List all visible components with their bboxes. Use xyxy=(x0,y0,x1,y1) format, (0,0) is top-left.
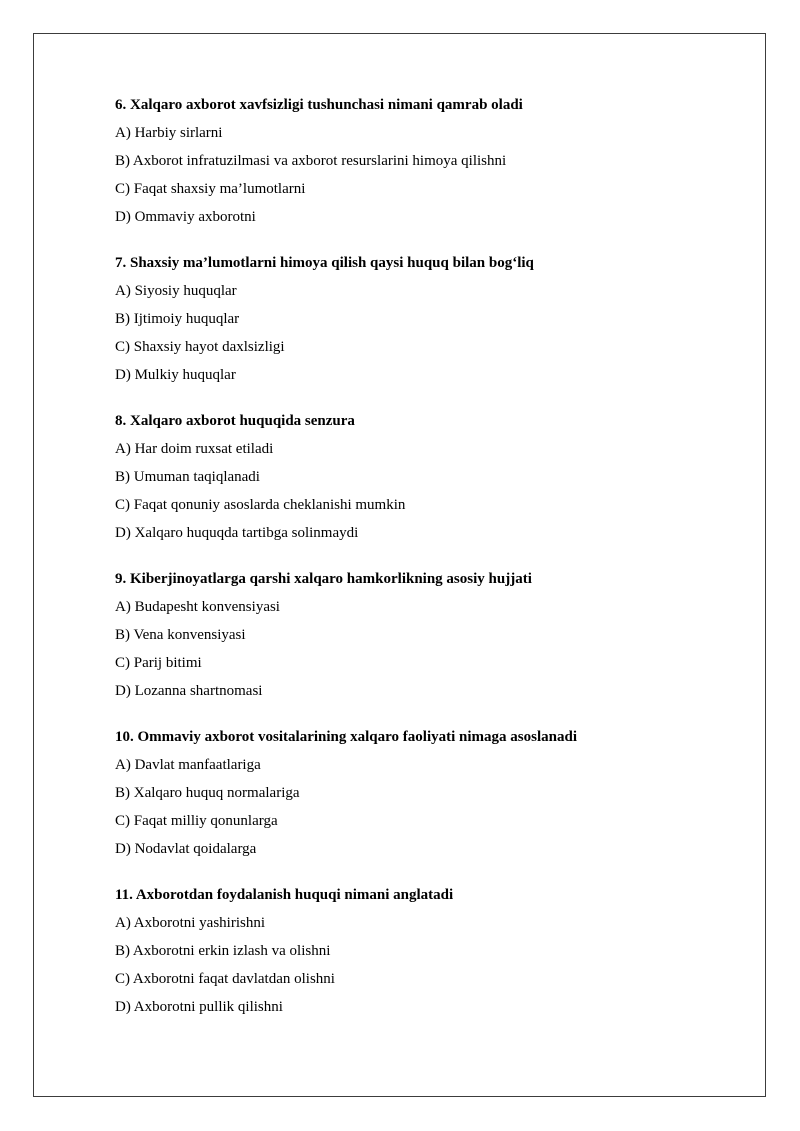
option-c: C) Faqat milliy qonunlarga xyxy=(115,813,278,829)
question-8 xyxy=(115,407,735,547)
question-title: 8. Xalqaro axborot huquqida senzura xyxy=(115,413,355,429)
question-9 xyxy=(115,565,735,705)
question-title: 6. Xalqaro axborot xavfsizligi tushunchasi nimani qamrab oladi xyxy=(115,97,523,113)
option-b: B) Ijtimoiy huquqlar xyxy=(115,311,240,327)
option-c: C) Shaxsiy hayot daxlsizligi xyxy=(115,339,285,355)
option-a: A) Har doim ruxsat etiladi xyxy=(115,441,274,457)
option-b: B) Vena konvensiyasi xyxy=(115,627,246,643)
question-title: 10. Ommaviy axborot vositalarining xalqaro faoliyati nimaga asoslanadi xyxy=(115,729,577,745)
option-d: D) Nodavlat qoidalarga xyxy=(115,841,257,857)
question-title: 11. Axborotdan foydalanish huquqi nimani anglatadi xyxy=(115,887,454,903)
option-a: A) Axborotni yashirishni xyxy=(115,915,265,931)
question-10 xyxy=(115,723,735,863)
question-6 xyxy=(115,91,735,231)
question-title: 7. Shaxsiy ma’lumotlarni himoya qilish qaysi huquq bilan bog‘liq xyxy=(115,255,534,271)
option-b: B) Umuman taqiqlanadi xyxy=(115,469,260,485)
question-list xyxy=(115,91,735,1039)
option-b: B) Axborot infratuzilmasi va axborot resurslarini himoya qilishni xyxy=(115,153,507,169)
option-a: A) Budapesht konvensiyasi xyxy=(115,599,280,615)
option-a: A) Siyosiy huquqlar xyxy=(115,283,237,299)
question-title: 9. Kiberjinoyatlarga qarshi xalqaro hamkorlikning asosiy hujjati xyxy=(115,571,532,587)
option-b: B) Xalqaro huquq normalariga xyxy=(115,785,300,801)
option-d: D) Mulkiy huquqlar xyxy=(115,367,236,383)
option-d: D) Axborotni pullik qilishni xyxy=(115,999,283,1015)
question-11 xyxy=(115,881,735,1021)
option-c: C) Faqat shaxsiy ma’lumotlarni xyxy=(115,181,306,197)
option-d: D) Xalqaro huquqda tartibga solinmaydi xyxy=(115,525,359,541)
option-d: D) Ommaviy axborotni xyxy=(115,209,256,225)
question-7 xyxy=(115,249,735,389)
option-c: C) Parij bitimi xyxy=(115,655,202,671)
option-d: D) Lozanna shartnomasi xyxy=(115,683,263,699)
option-c: C) Axborotni faqat davlatdan olishni xyxy=(115,971,335,987)
option-a: A) Harbiy sirlarni xyxy=(115,125,223,141)
option-b: B) Axborotni erkin izlash va olishni xyxy=(115,943,331,959)
option-a: A) Davlat manfaatlariga xyxy=(115,757,261,773)
option-c: C) Faqat qonuniy asoslarda cheklanishi mumkin xyxy=(115,497,406,513)
